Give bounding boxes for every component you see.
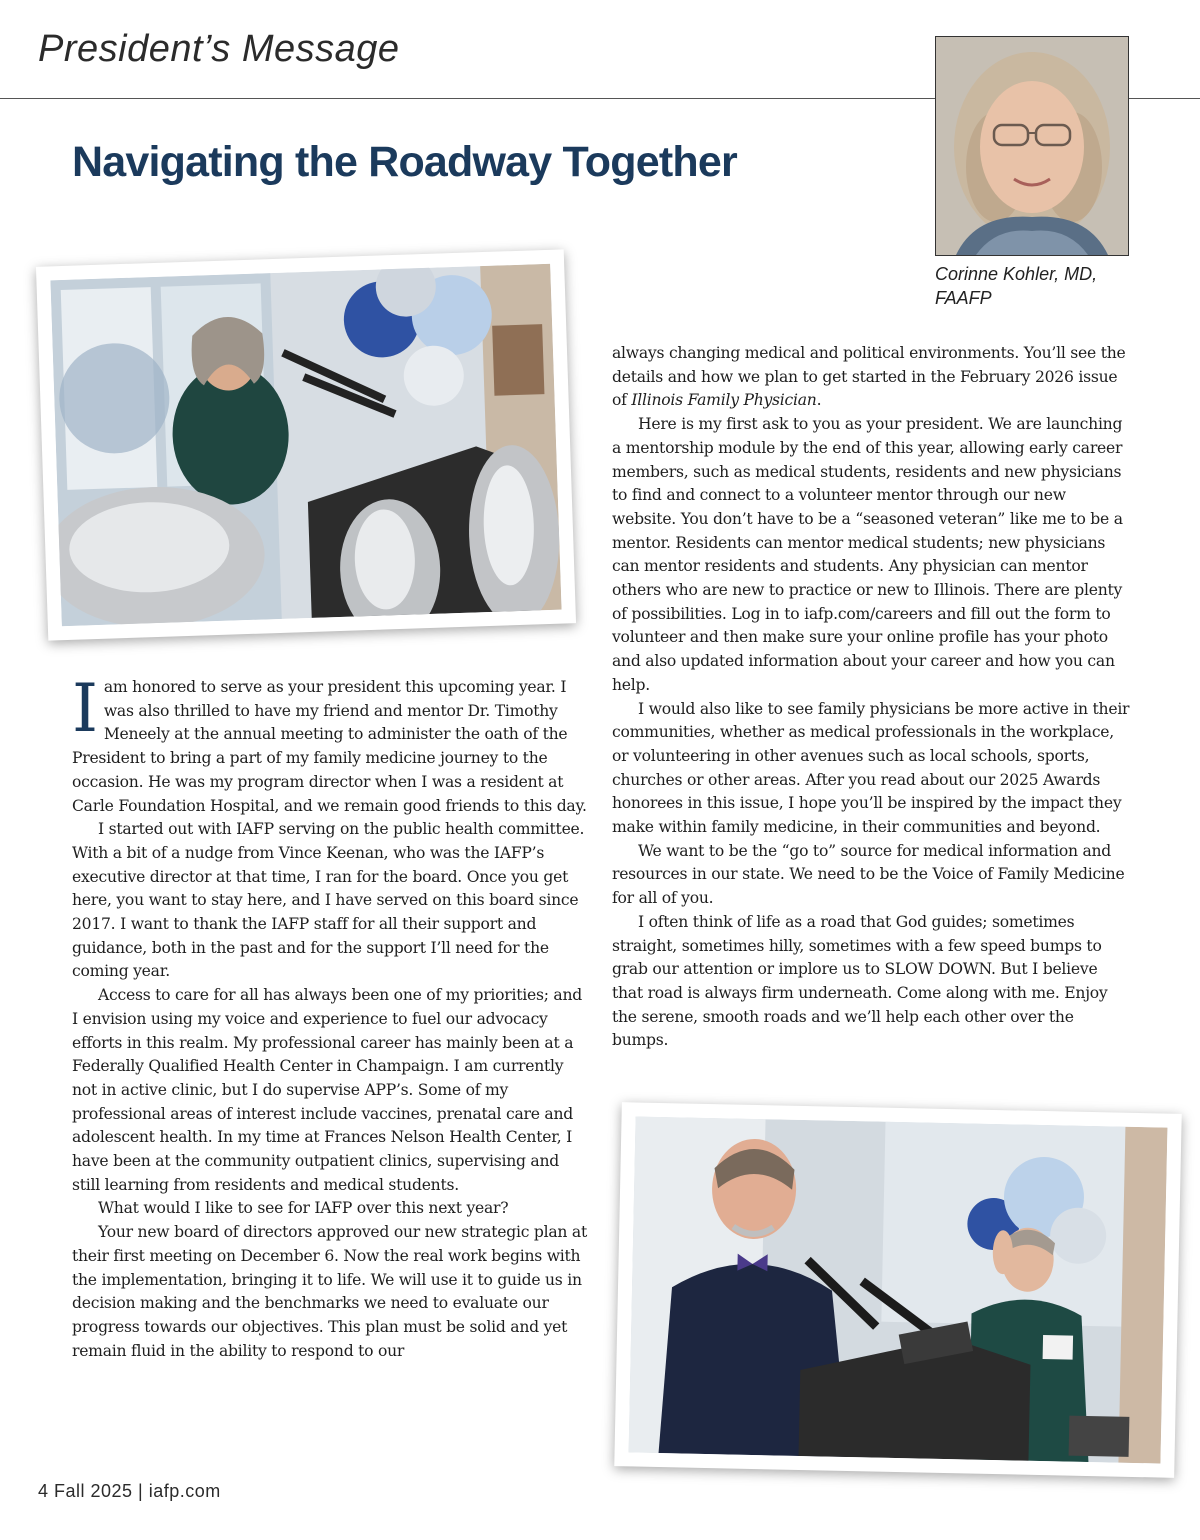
photo-oath-ceremony — [614, 1102, 1182, 1478]
article-column-left — [72, 670, 588, 1363]
article-paragraph: I started out with IAFP serving on the public health committee. With a bit of a nudge from Vince Keenan, who was the IAFP’s executive director at that time, I ran for the board. Once you get here, you want to stay here, and I have served on this board since 2017. I want to thank the IAFP staff for all their support and guidance, both in the past and for the support I’ll need for the coming year. — [72, 820, 585, 981]
article-paragraph: Your new board of directors approved our new strategic plan at their first meeting on December 6. Now the real work begins with the implementation, bringing it to life. We will use it to guide us in decision making and the benchmarks we need to evaluate our progress towards our objectives. This plan must be solid and yet remain fluid in the ability to respond to our — [72, 1223, 587, 1360]
caption-name: Corinne Kohler, MD, — [935, 264, 1098, 284]
article-paragraph: I would also like to see family physicians be more active in their communities, whether as medical professionals in the workplace, or volunteering in other avenues such as local schools, sports, churches or other areas. After you read about our 2025 Awards honorees in this issue, I hope you’ll be inspired by the impact they make within family medicine, in their communities and beyond. — [612, 699, 1130, 837]
section-label: President’s Message — [38, 28, 400, 70]
publication-title: Illinois Family Physician — [631, 391, 817, 410]
article-title: Navigating the Roadway Together — [72, 138, 737, 186]
article-paragraph: I often think of life as a road that God guides; sometimes straight, sometimes hilly, sometimes with a few speed bumps to grab our attention or implore us to SLOW DOWN. But I believe that road is always firm underneath. Come along with me. Enjoy the serene, smooth roads and we’ll help each other over the bumps. — [612, 912, 1108, 1050]
article-paragraph: Here is my first ask to you as your president. We are launching a mentorship module by the end of this year, allowing early career members, such as medical students, residents and new physicians to find and connect to a volunteer mentor through our new website. You don’t have to be a “seasoned veteran” like me to be a mentor. Residents can mentor medical students; new physicians can mentor residents and students. Any physician can mentor others who are new to practice or new to Illinois. There are plenty of possibilities. Log in to iafp.com/careers and fill out the form to volunteer and then make sure your online profile has your photo and also updated information about your career and how you can help. — [612, 415, 1123, 694]
page-footer: 4 Fall 2025 | iafp.com — [38, 1481, 221, 1501]
author-portrait — [935, 36, 1129, 256]
photo-president-speaking — [36, 249, 576, 640]
article-paragraph: Iam honored to serve as your president this upcoming year. I was also thrilled to have my friend and mentor Dr. Timothy Meneely at the annual meeting to administer the oath of the President to bring a part of my family medicine journey to the occasion. He was my program director when I was a resident at Carle Foundation Hospital, and we remain good friends to this day. — [72, 670, 587, 815]
article-paragraph: What would I like to see for IAFP over this next year? — [98, 1199, 509, 1218]
drop-cap: I — [72, 670, 98, 747]
article-paragraph: Access to care for all has always been one of my priorities; and I envision using my voice and experience to fuel our advocacy efforts in this realm. My professional career has mainly been at a Federally Qualified Health Center in Champaign. I am currently not in active clinic, but I do supervise APP’s. Some of my professional areas of interest include vaccines, prenatal care and adolescent health. In my time at Frances Nelson Health Center, I have been at the community outpatient clinics, supervising and still learning from residents and medical students. — [72, 986, 582, 1194]
article-column-right — [612, 342, 1132, 1053]
portrait-caption — [935, 262, 1135, 310]
article-paragraph: always changing medical and political environments. You’ll see the details and how we plan to get started in the February 2026 issue of Illinois Family Physician. — [612, 344, 1126, 410]
caption-credentials: FAAFP — [935, 288, 992, 308]
article-paragraph: We want to be the “go to” source for medical information and resources in our state. We need to be the Voice of Family Medicine for all of you. — [612, 841, 1125, 908]
